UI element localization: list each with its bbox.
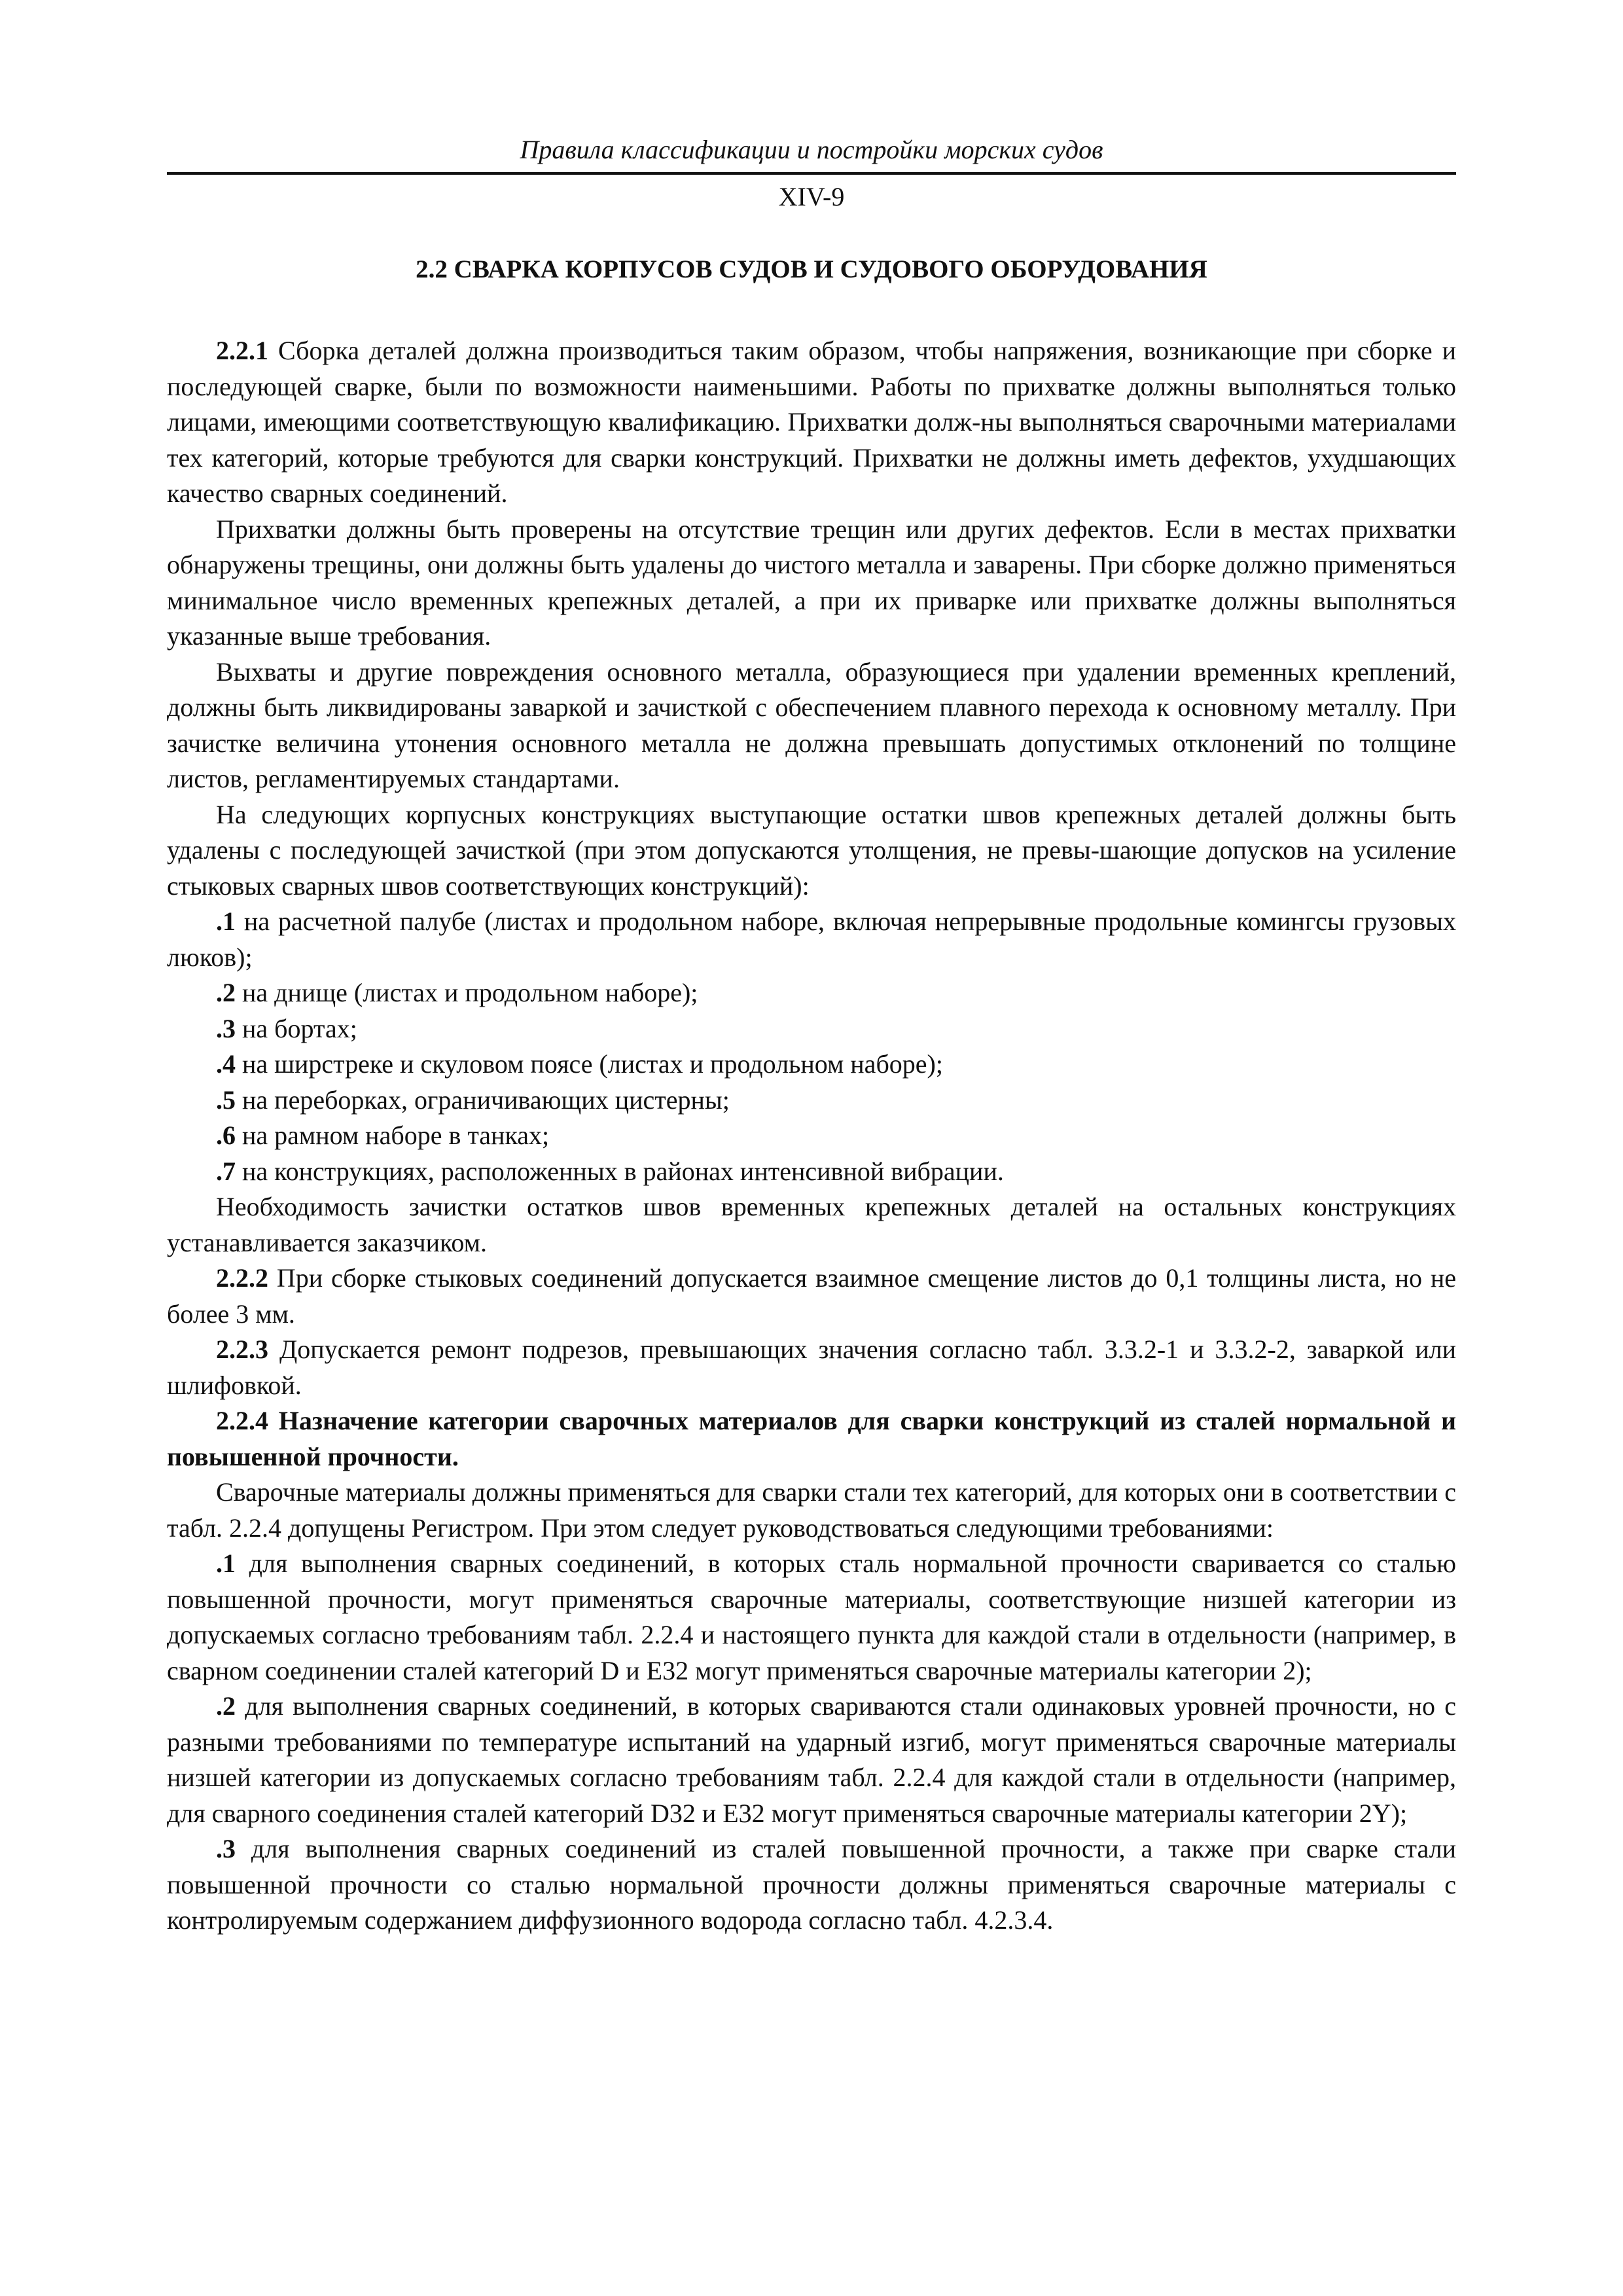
- header-divider: [167, 172, 1456, 175]
- paragraph-2-2-1: [167, 333, 1456, 512]
- list-item-number: .2: [216, 978, 236, 1007]
- list-item: [167, 1831, 1456, 1939]
- paragraph-text: При сборке стыковых соединений допускается взаимное смещение листов до 0,1 толщины листа, но не более 3 мм.: [167, 1263, 1456, 1329]
- list-item-text: на ширстреке и скуловом поясе (листах и продольном наборе);: [236, 1049, 943, 1079]
- list-item-number: .3: [216, 1834, 236, 1863]
- list-item-text: на днище (листах и продольном наборе);: [236, 978, 698, 1007]
- list-item-number: .7: [216, 1156, 236, 1186]
- list-item-text: на переборках, ограничивающих цистерны;: [236, 1085, 730, 1115]
- paragraph-2-2-3: [167, 1332, 1456, 1403]
- list-item: [167, 1689, 1456, 1831]
- paragraph-text: Сборка деталей должна производиться таким образом, чтобы напряжения, возникающие при сборке и последующей сварке, были по возможности наименьшими. Работы по прихватке должны выполняться только лицами, имеющими соответствующую квалификацию. Прихватки долж-ны выполняться сварочными материалами тех категорий, которые требуются для сварки конструкций. Прихватки не должны иметь дефектов, ухудшающих качество сварных соединений.: [167, 336, 1456, 508]
- paragraph-welding-materials: Сварочные материалы должны применяться для сварки стали тех категорий, для которых они в соответствии с табл. 2.2.4 допущены Регистром. При этом следует руководствоваться следующими требованиями:: [167, 1477, 1456, 1543]
- document-page: [167, 134, 1456, 1939]
- list-item-text: на бортах;: [236, 1013, 357, 1043]
- list-item: [167, 1047, 1456, 1083]
- list-item: [167, 1083, 1456, 1119]
- list-item: [167, 1011, 1456, 1047]
- list-item-text: на рамном наборе в танках;: [236, 1121, 550, 1150]
- clause-number: 2.2.1: [216, 336, 268, 365]
- list-item-text: на конструкциях, расположенных в районах интенсивной вибрации.: [236, 1156, 1004, 1186]
- list-item-number: .6: [216, 1121, 236, 1150]
- list-item: [167, 1118, 1456, 1154]
- list-item: [167, 904, 1456, 975]
- list-item-text: для выполнения сварных соединений из сталей повышенной прочности, а также при сварке стали повышенной прочности со сталью нормальной прочности должны применяться сварочные материалы с контролируемым содержанием диффузионного водорода согласно табл. 4.2.3.4.: [167, 1834, 1456, 1935]
- list-item: [167, 975, 1456, 1011]
- paragraph-base-metal-damage: Выхваты и другие повреждения основного металла, образующиеся при удалении временных креплений, должны быть ликвидированы заваркой и зачисткой с обеспечением плавного перехода к основному металлу. При зачистке величина утонения основного металла не должна превышать допустимых отклонений по толщине листов, регламентируемых стандартами.: [167, 656, 1456, 793]
- paragraph-hull-structures: На следующих корпусных конструкциях выступающие остатки швов крепежных деталей должны быть удалены с последующей зачисткой (при этом допускаются утолщения, не превы-шающие допусков на усиление стыковых сварных швов соответствующих конструкций):: [167, 799, 1456, 901]
- list-item: [167, 1154, 1456, 1190]
- clause-number: 2.2.3: [216, 1335, 268, 1364]
- paragraph-tack-welds: Прихватки должны быть проверены на отсутствие трещин или других дефектов. Если в местах прихватки обнаружены трещины, они должны быть удалены до чистого металла и заварены. При сборке должно применяться минимальное число временных крепежных деталей, а при их приварке или прихватке должны выполняться указанные выше требования.: [167, 514, 1456, 651]
- list-item-text: на расчетной палубе (листах и продольном наборе, включая непрерывные продольные комингсы грузовых люков);: [167, 906, 1456, 972]
- list-item-text: для выполнения сварных соединений, в которых свариваются стали одинаковых уровней прочности, но с разными требованиями по температуре испытаний на ударный изгиб, могут применяться сварочные материалы низшей категории из допускаемых согласно требованиям табл. 2.2.4 для каждой стали в отдельности (например, для сварного соединения сталей категорий D32 и E32 могут применяться сварочные материалы категории 2Y);: [167, 1691, 1456, 1828]
- paragraph-text: Допускается ремонт подрезов, превышающих значения согласно табл. 3.3.2-1 и 3.3.2-2, заваркой или шлифовкой.: [167, 1335, 1456, 1400]
- running-header: Правила классификации и постройки морских судов: [520, 135, 1103, 164]
- list-item-number: .1: [216, 906, 236, 936]
- page-number: XIV-9: [778, 182, 845, 211]
- list-item-number: .2: [216, 1691, 236, 1721]
- clause-heading-2-2-4: 2.2.4 Назначение категории сварочных материалов для сварки конструкций из сталей нормальной и повышенной прочности.: [167, 1406, 1456, 1471]
- paragraph-necessity: Необходимость зачистки остатков швов временных крепежных деталей на остальных конструкциях устанавливается заказчиком.: [167, 1192, 1456, 1257]
- list-item: [167, 1546, 1456, 1689]
- list-item-number: .3: [216, 1013, 236, 1043]
- list-item-number: .1: [216, 1549, 236, 1578]
- list-item-number: .5: [216, 1085, 236, 1115]
- paragraph-2-2-2: [167, 1261, 1456, 1332]
- section-title: 2.2 СВАРКА КОРПУСОВ СУДОВ И СУДОВОГО ОБОРУДОВАНИЯ: [416, 255, 1207, 283]
- list-item-text: для выполнения сварных соединений, в которых сталь нормальной прочности сваривается со сталью повышенной прочности, могут применяться сварочные материалы, соответствующие низшей категории из допускаемых согласно требованиям табл. 2.2.4 и настоящего пункта для каждой стали в отдельности (например, в сварном соединении сталей категорий D и E32 могут применяться сварочные материалы категории 2);: [167, 1549, 1456, 1685]
- clause-number: 2.2.2: [216, 1263, 268, 1293]
- list-item-number: .4: [216, 1049, 236, 1079]
